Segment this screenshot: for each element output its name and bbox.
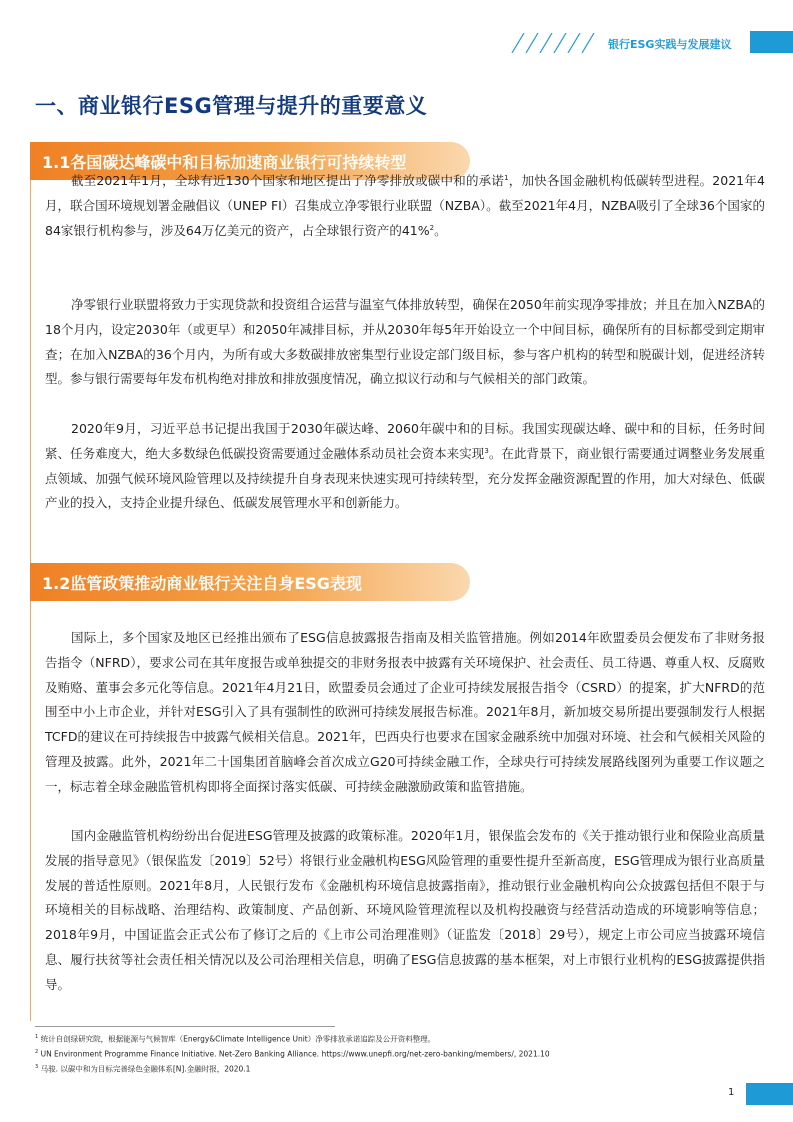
- section-1-1-side-line: [30, 180, 31, 580]
- section-1-1-title: 1.1各国碳达峰碳中和目标加速商业银行可持续转型: [42, 153, 407, 172]
- footnote-3: $^3$ 马骏. 以碳中和为目标完善绿色金融体系[N].金融时报，2020.1: [35, 1064, 251, 1074]
- header-title: 银行ESG实践与发展建议: [608, 38, 732, 51]
- footnote-1: $^1$ 统计自创绿研究院，根据能源与气候智库（Energy&Climate Intelligence Unit）净零排放承诺追踪及公开资料整理。: [35, 1034, 436, 1044]
- page-number: 1: [728, 1087, 735, 1098]
- paragraph: 国内金融监管机构纷纷出台促进ESG管理及披露的政策标准。2020年1月，银保监会发布的《关于推动银行业和保险业高质量发展的指导意见》（银保监发〔2019〕52号）将银行业金融机构ESG风险管理的重要性提升至新高度，ESG管理成为银行业高质量发展的普适性原则。2021年8月，人民银行发布《金融机构环境信息披露指南》，推动银行业金融机构向公众披露包括但不限于与环境相关的目标战略、治理结构、政策制度、产品创新、环境风险管理流程以及机构投融资与经营活动造成的环境影响等信息；2018年9月，中国证监会正式公布了修订之后的《上市公司治理准则》（证监发〔2018〕29号），规定上市公司应当披露环境信息、履行扶贫等社会责任相关情况以及公司治理相关信息，明确了ESG信息披露的基本框架，对上市银行业机构的ESG披露提供指导。: [45, 828, 765, 992]
- paragraph: 2020年9月，习近平总书记提出我国于2030年碳达峰、2060年碳中和的目标。我国实现碳达峰、碳中和的目标，任务时间紧、任务难度大，绝大多数绿色低碳投资需要通过金融体系动员社会资本来实现$^3$。在此背景下，商业银行需要通过调整业务发展重点领域、加强气候环境风险管理以及持续提升自身表现来快速实现可持续转型，充分发挥金融资源配置的作用，加大对绿色、低碳产业的投入，支持企业提升绿色、低碳发展管理水平和创新能力。: [45, 421, 765, 511]
- section-1-2-side-line: [30, 601, 31, 1021]
- section-1-2-banner: [30, 563, 470, 601]
- paragraph: 净零银行业联盟将致力于实现贷款和投资组合运营与温室气体排放转型，确保在2050年前实现净零排放；并且在加入NZBA的18个月内，设定2030年（或更早）和2050年减排目标，并从2030年每5年开始设立一个中间目标，确保所有的目标都受到定期审查；在加入NZBA的36个月内，为所有或大多数碳排放密集型行业设定部门级目标，参与客户机构的转型和脱碳计划，促进经济转型。参与银行需要每年发布机构绝对排放和排放强度情况，确立拟议行动和与气候相关的部门政策。: [45, 297, 765, 387]
- paragraph: 截至2021年1月，全球有近130个国家和地区提出了净零排放或碳中和的承诺$^1$，加快各国金融机构低碳转型进程。2021年4月，联合国环境规划署金融倡议（UNEP FI）召集成立净零银行业联盟（NZBA）。截至2021年4月，NZBA吸引了全球36个国家的84家银行机构参与，涉及64万亿美元的资产，占全球银行资产的41%$^2$。: [45, 173, 766, 238]
- footnote-divider: [35, 1026, 335, 1027]
- paragraph: 国际上，多个国家及地区已经推出颁布了ESG信息披露报告指南及相关监管措施。例如2014年欧盟委员会便发布了非财务报告指令（NFRD），要求公司在其年度报告或单独提交的非财务报表中披露有关环境保护、社会责任、员工待遇、尊重人权、反腐败及贿赂、董事会多元化等信息。2021年4月21日，欧盟委员会通过了企业可持续发展报告指令（CSRD）的提案，扩大NFRD的范围至中小上市企业，并针对ESG引入了具有强制性的欧洲可持续发展报告标准。2021年8月，新加坡交易所提出要强制发行人根据TCFD的建议在可持续报告中披露气候相关信息。2021年，巴西央行也要求在国家金融系统中加强对环境、社会和气候相关风险的管理及披露。此外，2021年二十国集团首脑峰会首次成立G20可持续金融工作，全球央行可持续发展路线图列为重要工作议题之一，标志着全球金融监管机构即将全面探讨落实低碳、可持续金融激励政策和监管措施。: [45, 630, 765, 794]
- main-heading: 一、商业银行ESG管理与提升的重要意义: [35, 94, 428, 118]
- footnote-2: $^2$ UN Environment Programme Finance Initiative. Net-Zero Banking Alliance. https://www.unepfi.org/net-zero-banking/members/, 2021.10: [35, 1049, 550, 1059]
- header-color-block: [750, 31, 793, 53]
- page-color-block: [746, 1083, 793, 1105]
- section-1-2-title: 1.2监管政策推动商业银行关注自身ESG表现: [42, 574, 362, 593]
- footnotes: [35, 1031, 775, 1076]
- header-stripes-decoration: [504, 33, 604, 53]
